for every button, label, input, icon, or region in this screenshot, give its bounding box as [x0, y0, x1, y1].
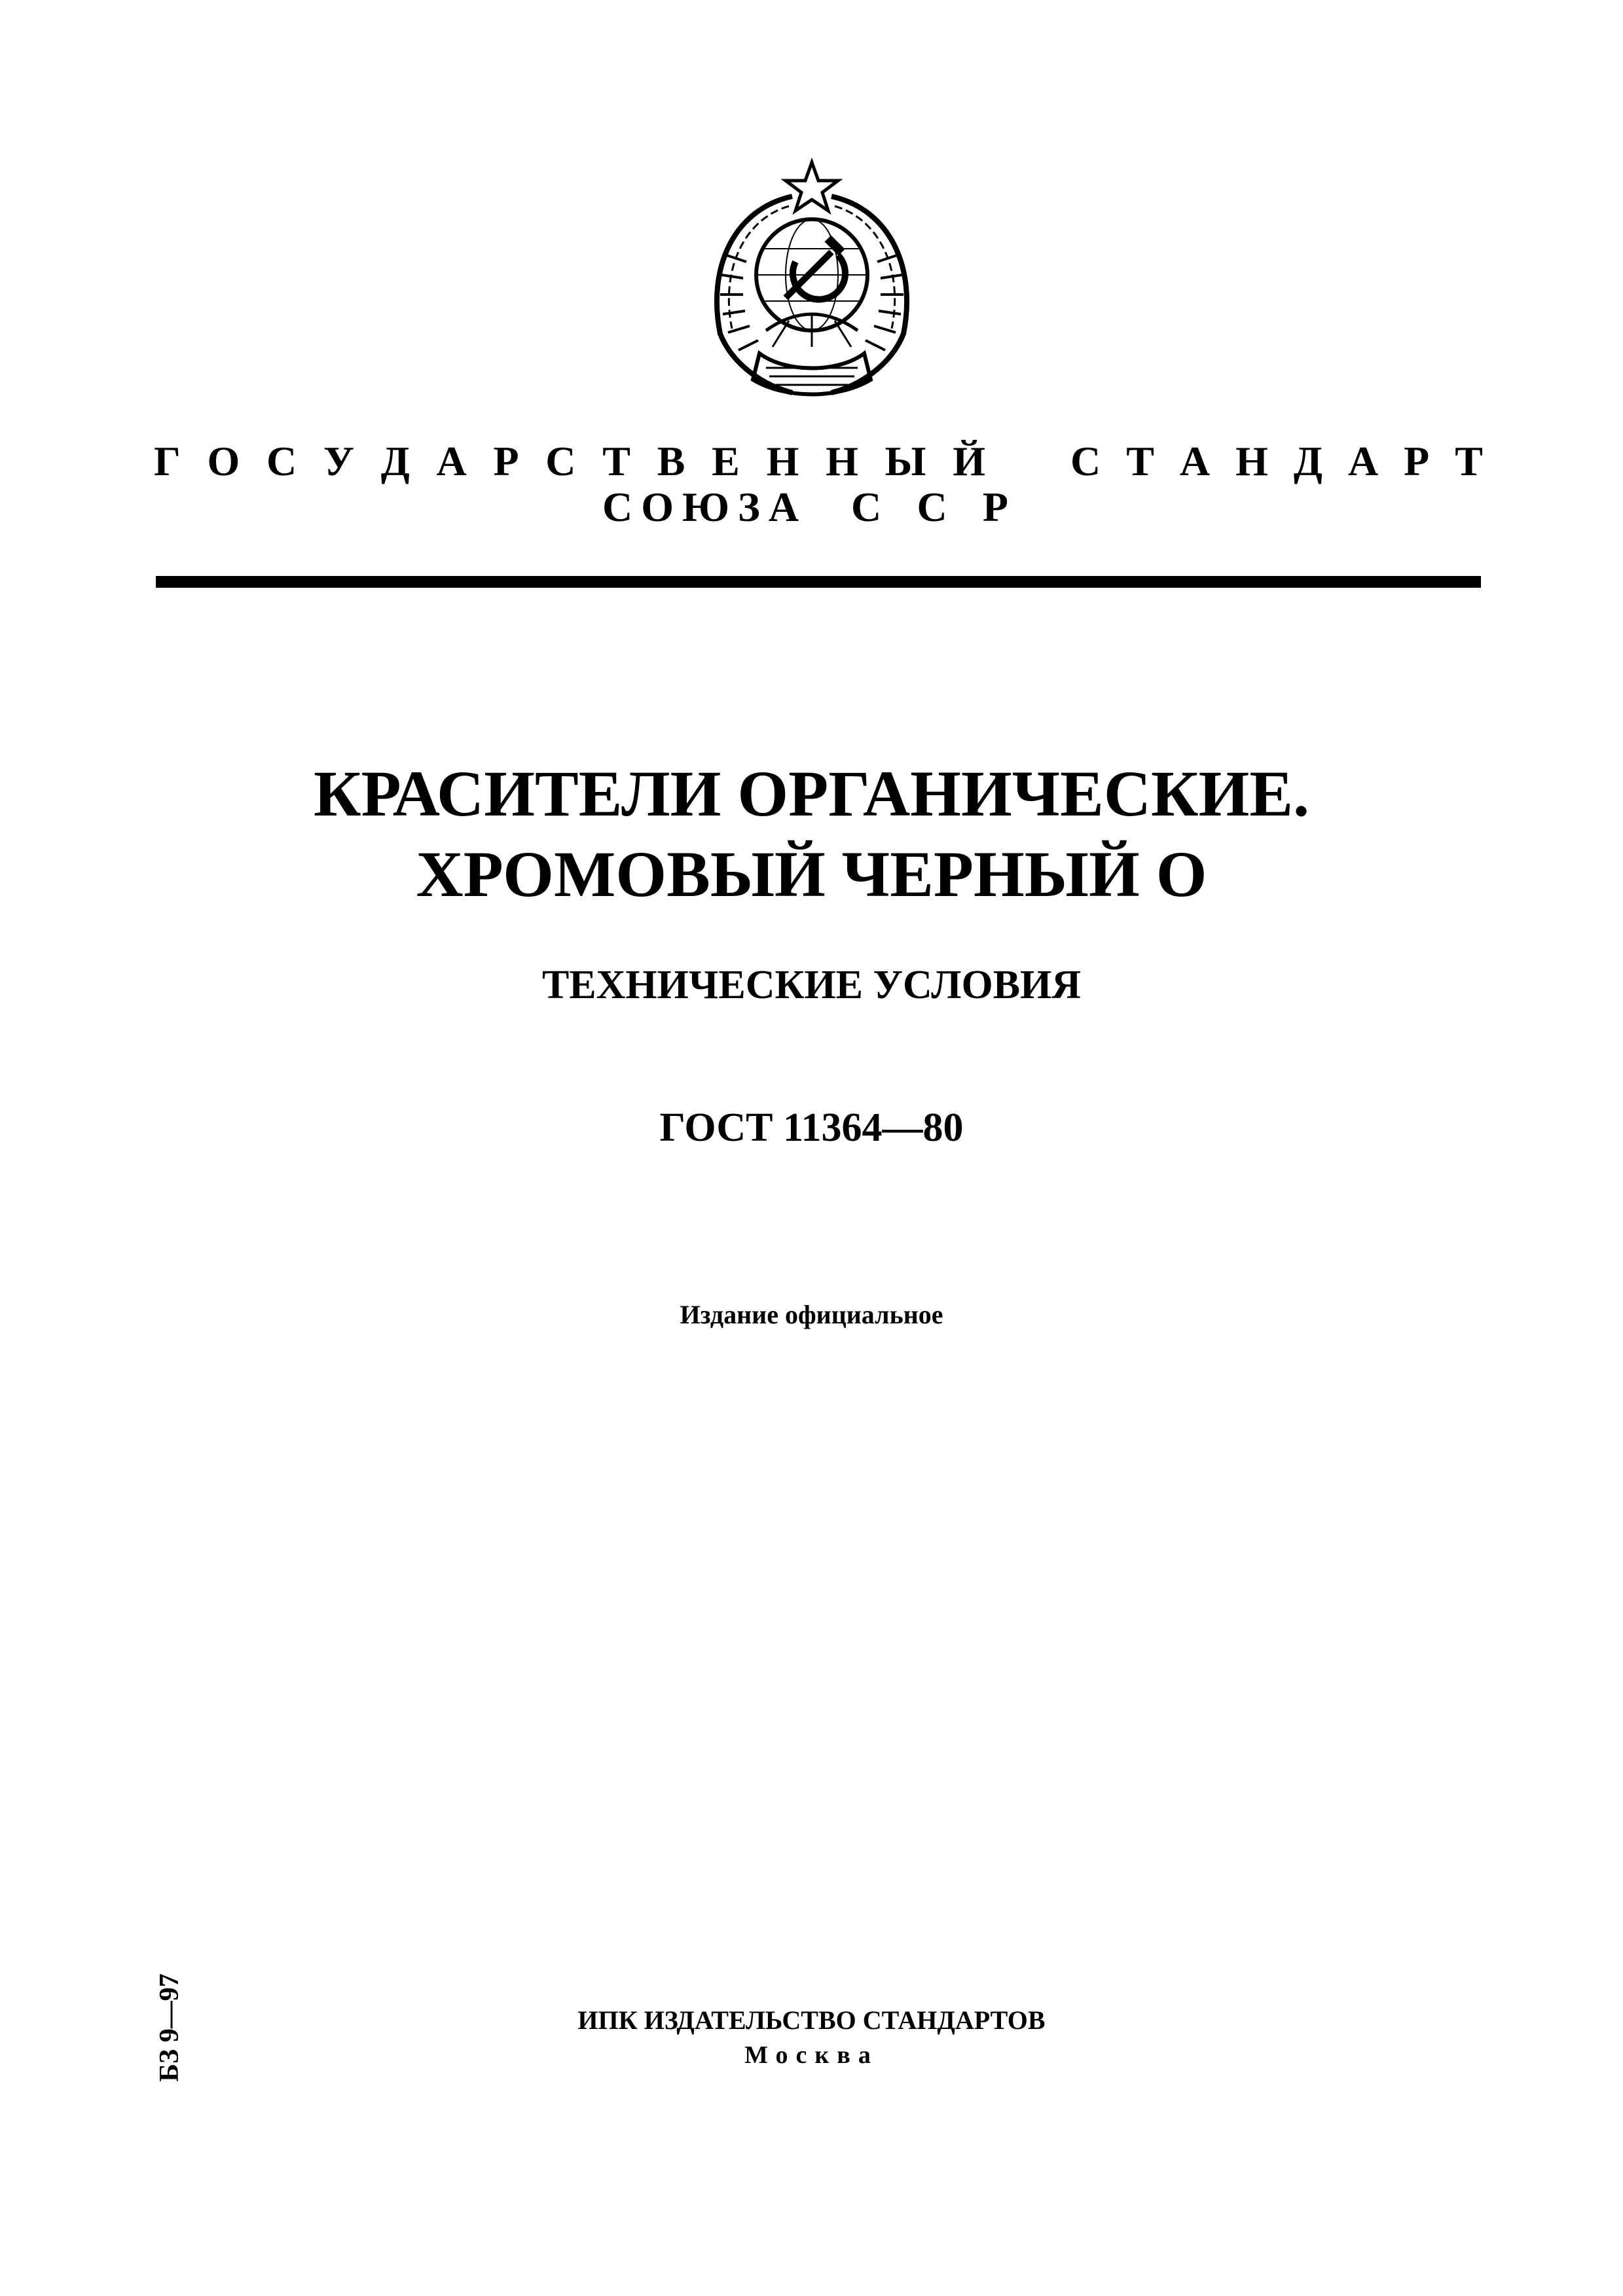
heading-letter: А	[1347, 438, 1379, 484]
heading-letter: Р	[982, 484, 1008, 530]
heading-letter: С	[851, 484, 882, 530]
heading-letter: С	[266, 438, 297, 484]
heading-letter: С	[1070, 438, 1101, 484]
heading-letter: Е	[712, 438, 740, 484]
heading-letter: Ю	[682, 484, 730, 530]
heading-letter: Т	[602, 438, 630, 484]
heading-letter: А	[1179, 438, 1211, 484]
heading-letter: Д	[380, 438, 410, 484]
state-emblem-icon	[681, 157, 943, 419]
heading-word-union	[602, 483, 799, 531]
publisher-city: Москва	[744, 2041, 879, 2069]
heading-word-ussr	[851, 483, 1008, 531]
edition-label: Издание официальное	[680, 1300, 943, 1329]
heading-letter: Д	[1293, 438, 1322, 484]
document-subtitle: ТЕХНИЧЕСКИЕ УСЛОВИЯ	[541, 963, 1082, 1007]
heading-letter: С	[602, 484, 633, 530]
heading-letter: Т	[1455, 438, 1483, 484]
heading-letter: А	[436, 438, 467, 484]
heading-letter: А	[768, 484, 799, 530]
heading-letter: С	[545, 438, 576, 484]
heading-letter: Ы	[884, 438, 926, 484]
heading-letter: З	[738, 484, 760, 530]
heading-letter: Й	[953, 438, 985, 484]
side-code: БЗ 9—97	[155, 1973, 185, 2082]
heading-letter: В	[657, 438, 685, 484]
heading-letter: О	[207, 438, 240, 484]
heading-letter: Н	[1235, 438, 1268, 484]
header-divider	[156, 576, 1481, 588]
document-title-line-2: ХРОМОВЫЙ ЧЕРНЫЙ О	[416, 838, 1207, 910]
standard-type-heading	[154, 437, 1483, 486]
heading-letter: Р	[493, 438, 519, 484]
standard-number: ГОСТ 11364—80	[659, 1105, 964, 1150]
heading-letter: Т	[1126, 438, 1154, 484]
heading-word-standard	[1070, 437, 1483, 486]
heading-letter: Н	[826, 438, 858, 484]
publisher-name: ИПК ИЗДАТЕЛЬСТВО СТАНДАРТОВ	[577, 2005, 1046, 2035]
union-heading	[602, 483, 1008, 531]
heading-letter: С	[917, 484, 947, 530]
heading-letter: У	[323, 438, 354, 484]
heading-letter: Р	[1404, 438, 1430, 484]
heading-word-state	[154, 437, 985, 486]
document-title-line-1: КРАСИТЕЛИ ОРГАНИЧЕСКИЕ.	[313, 757, 1310, 830]
heading-letter: О	[641, 484, 674, 530]
heading-letter: Н	[766, 438, 799, 484]
heading-letter: Г	[154, 438, 181, 484]
